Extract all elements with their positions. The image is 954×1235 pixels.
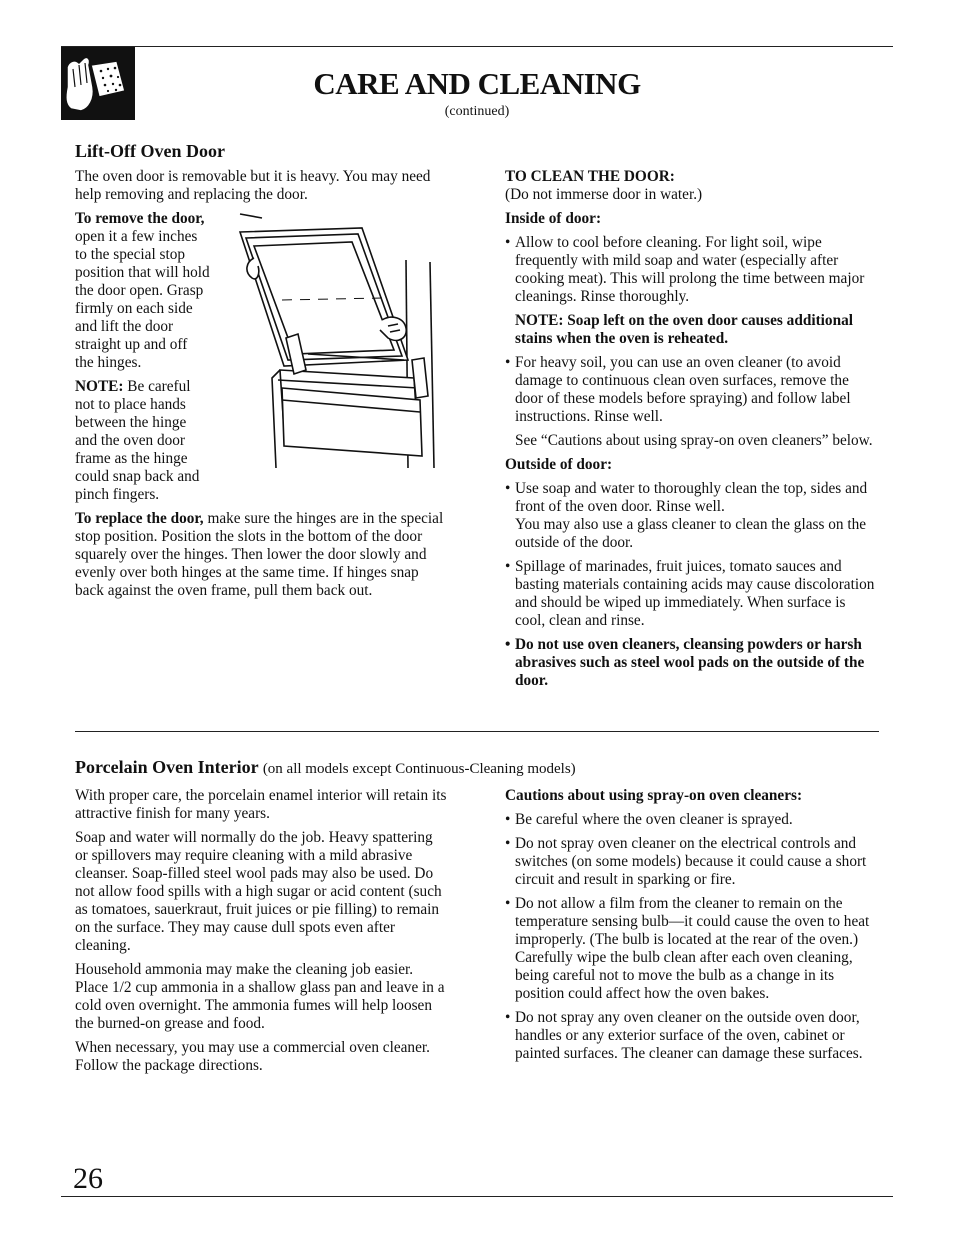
section-divider bbox=[75, 731, 879, 732]
note-line: between the hinge bbox=[75, 414, 187, 431]
note-lead: NOTE: bbox=[75, 378, 124, 395]
outside-bullet-text: Use soap and water to thoroughly clean the top, sides and front of the oven door. Rinse well. bbox=[515, 480, 868, 515]
page-subtitle: (continued) bbox=[444, 104, 510, 119]
caution-bullet: • Be careful where the oven cleaner is sprayed. bbox=[505, 811, 877, 829]
porcelain-paragraph: With proper care, the porcelain enamel interior will retain its attractive finish for many years. bbox=[75, 787, 447, 822]
remove-line: straight up and off bbox=[75, 336, 188, 353]
page-title: CARE AND CLEANING bbox=[313, 66, 641, 101]
cautions-column bbox=[505, 787, 877, 1069]
remove-line: firmly on each side bbox=[75, 300, 193, 317]
note-line: Be careful bbox=[127, 378, 191, 395]
bottom-rule bbox=[61, 1196, 893, 1197]
outside-warning-bullet: • Do not use oven cleaners, cleansing powders or harsh abrasives such as steel wool pads on the outside of the door. bbox=[505, 636, 877, 690]
inside-bullet: • Allow to cool before cleaning. For light soil, wipe frequently with mild soap and water (especially after cooking meat). This will prolong the time between major cleanings. Rinse thoroughly. bbox=[505, 234, 877, 306]
hinge-note bbox=[75, 378, 235, 504]
remove-line: to the special stop bbox=[75, 246, 186, 263]
caution-bullet: • Do not allow a film from the cleaner to remain on the temperature sensing bulb—it could cause the oven to heat improperly. (The bulb is located at the rear of the oven.) Carefully wipe the bulb clean after each oven cleaning, being careful not to move the bulb as a change in its position could affect how the oven bakes. bbox=[505, 895, 877, 1003]
oven-door-removal-illustration bbox=[232, 210, 442, 470]
liftoff-intro: The oven door is removable but it is heavy. You may need help removing and replacing the door. bbox=[75, 168, 431, 203]
note-line: frame as the hinge bbox=[75, 450, 188, 467]
remove-lead: To remove the door, bbox=[75, 210, 205, 227]
note-line: could snap back and bbox=[75, 468, 200, 485]
porcelain-heading-note: (on all models except Continuous-Cleaning models) bbox=[262, 761, 576, 777]
clean-door-subnote: (Do not immerse door in water.) bbox=[505, 186, 703, 203]
inside-see-cautions: See “Cautions about using spray-on oven cleaners” below. bbox=[515, 432, 873, 449]
remove-line: and lift the door bbox=[75, 318, 174, 335]
replace-instructions bbox=[75, 510, 447, 600]
inside-bullet: • For heavy soil, you can use an oven cleaner (to avoid damage to continuous clean oven surfaces, remove the door of these models before spraying) and follow label instructions. Rinse well. bbox=[505, 354, 877, 426]
note-line: not to place hands bbox=[75, 396, 186, 413]
outside-bullet: • Spillage of marinades, fruit juices, tomato sauces and basting materials containing acids may cause discoloration and should be wiped up immediately. When surface is cool, clean and rinse. bbox=[505, 558, 877, 630]
outside-bullet bbox=[505, 480, 877, 552]
liftoff-heading: Lift-Off Oven Door bbox=[75, 141, 225, 161]
clean-door-column bbox=[505, 168, 877, 696]
top-rule bbox=[61, 46, 893, 47]
caution-bullet: • Do not spray oven cleaner on the electrical controls and switches (on some models) because it could cause a short circuit and result in sparking or fire. bbox=[505, 835, 877, 889]
porcelain-column bbox=[75, 787, 447, 1081]
note-line: pinch fingers. bbox=[75, 486, 160, 503]
inside-heading: Inside of door: bbox=[505, 210, 602, 227]
caution-bullet: • Do not spray any oven cleaner on the outside oven door, handles or any exterior surface of the oven, cabinet or painted surfaces. The cleaner can damage these surfaces. bbox=[505, 1009, 877, 1063]
remove-line: position that will hold bbox=[75, 264, 210, 281]
porcelain-paragraph: Soap and water will normally do the job. Heavy spattering or spillovers may require cleaning with a mild abrasive cleanser. Soap-filled steel wool pads may also be used. Do not allow food spills with a high sugar or acid content (such as tomatoes, sauerkraut, fruit juices or pie filling) to remain on the surface. They may cause dull spots even after cleaning. bbox=[75, 829, 442, 954]
remove-line: open it a few inches bbox=[75, 228, 198, 245]
clean-door-heading: TO CLEAN THE DOOR: bbox=[505, 168, 675, 185]
remove-line: the door open. Grasp bbox=[75, 282, 204, 299]
note-line: and the oven door bbox=[75, 432, 186, 449]
porcelain-paragraph: Household ammonia may make the cleaning job easier. Place 1/2 cup ammonia in a shallow glass pan and leave in a cold oven overnight. The ammonia fumes will help loosen the burned-on grease and food. bbox=[75, 961, 445, 1032]
outside-bullet-glass: You may also use a glass cleaner to clean the glass on the outside of the door. bbox=[515, 516, 867, 551]
remove-line: the hinges. bbox=[75, 354, 142, 371]
replace-lead: To replace the door, bbox=[75, 510, 204, 527]
remove-instructions bbox=[75, 210, 235, 372]
porcelain-heading: Porcelain Oven Interior bbox=[75, 757, 259, 777]
cautions-heading: Cautions about using spray-on oven cleaners: bbox=[505, 787, 803, 804]
porcelain-paragraph: When necessary, you may use a commercial oven cleaner. Follow the package directions. bbox=[75, 1039, 430, 1074]
outside-heading: Outside of door: bbox=[505, 456, 613, 473]
inside-note: NOTE: Soap left on the oven door causes additional stains when the oven is reheated. bbox=[515, 312, 853, 347]
page-number: 26 bbox=[73, 1162, 103, 1195]
replace-text: make sure the hinges are in the special stop position. Position the slots in the bottom of the door squarely over the hinges. Then lower the door slowly and evenly over both hinges at the same time. If hinges snap back against the oven frame, pull them back out. bbox=[75, 510, 444, 599]
porcelain-heading-row bbox=[75, 757, 576, 778]
